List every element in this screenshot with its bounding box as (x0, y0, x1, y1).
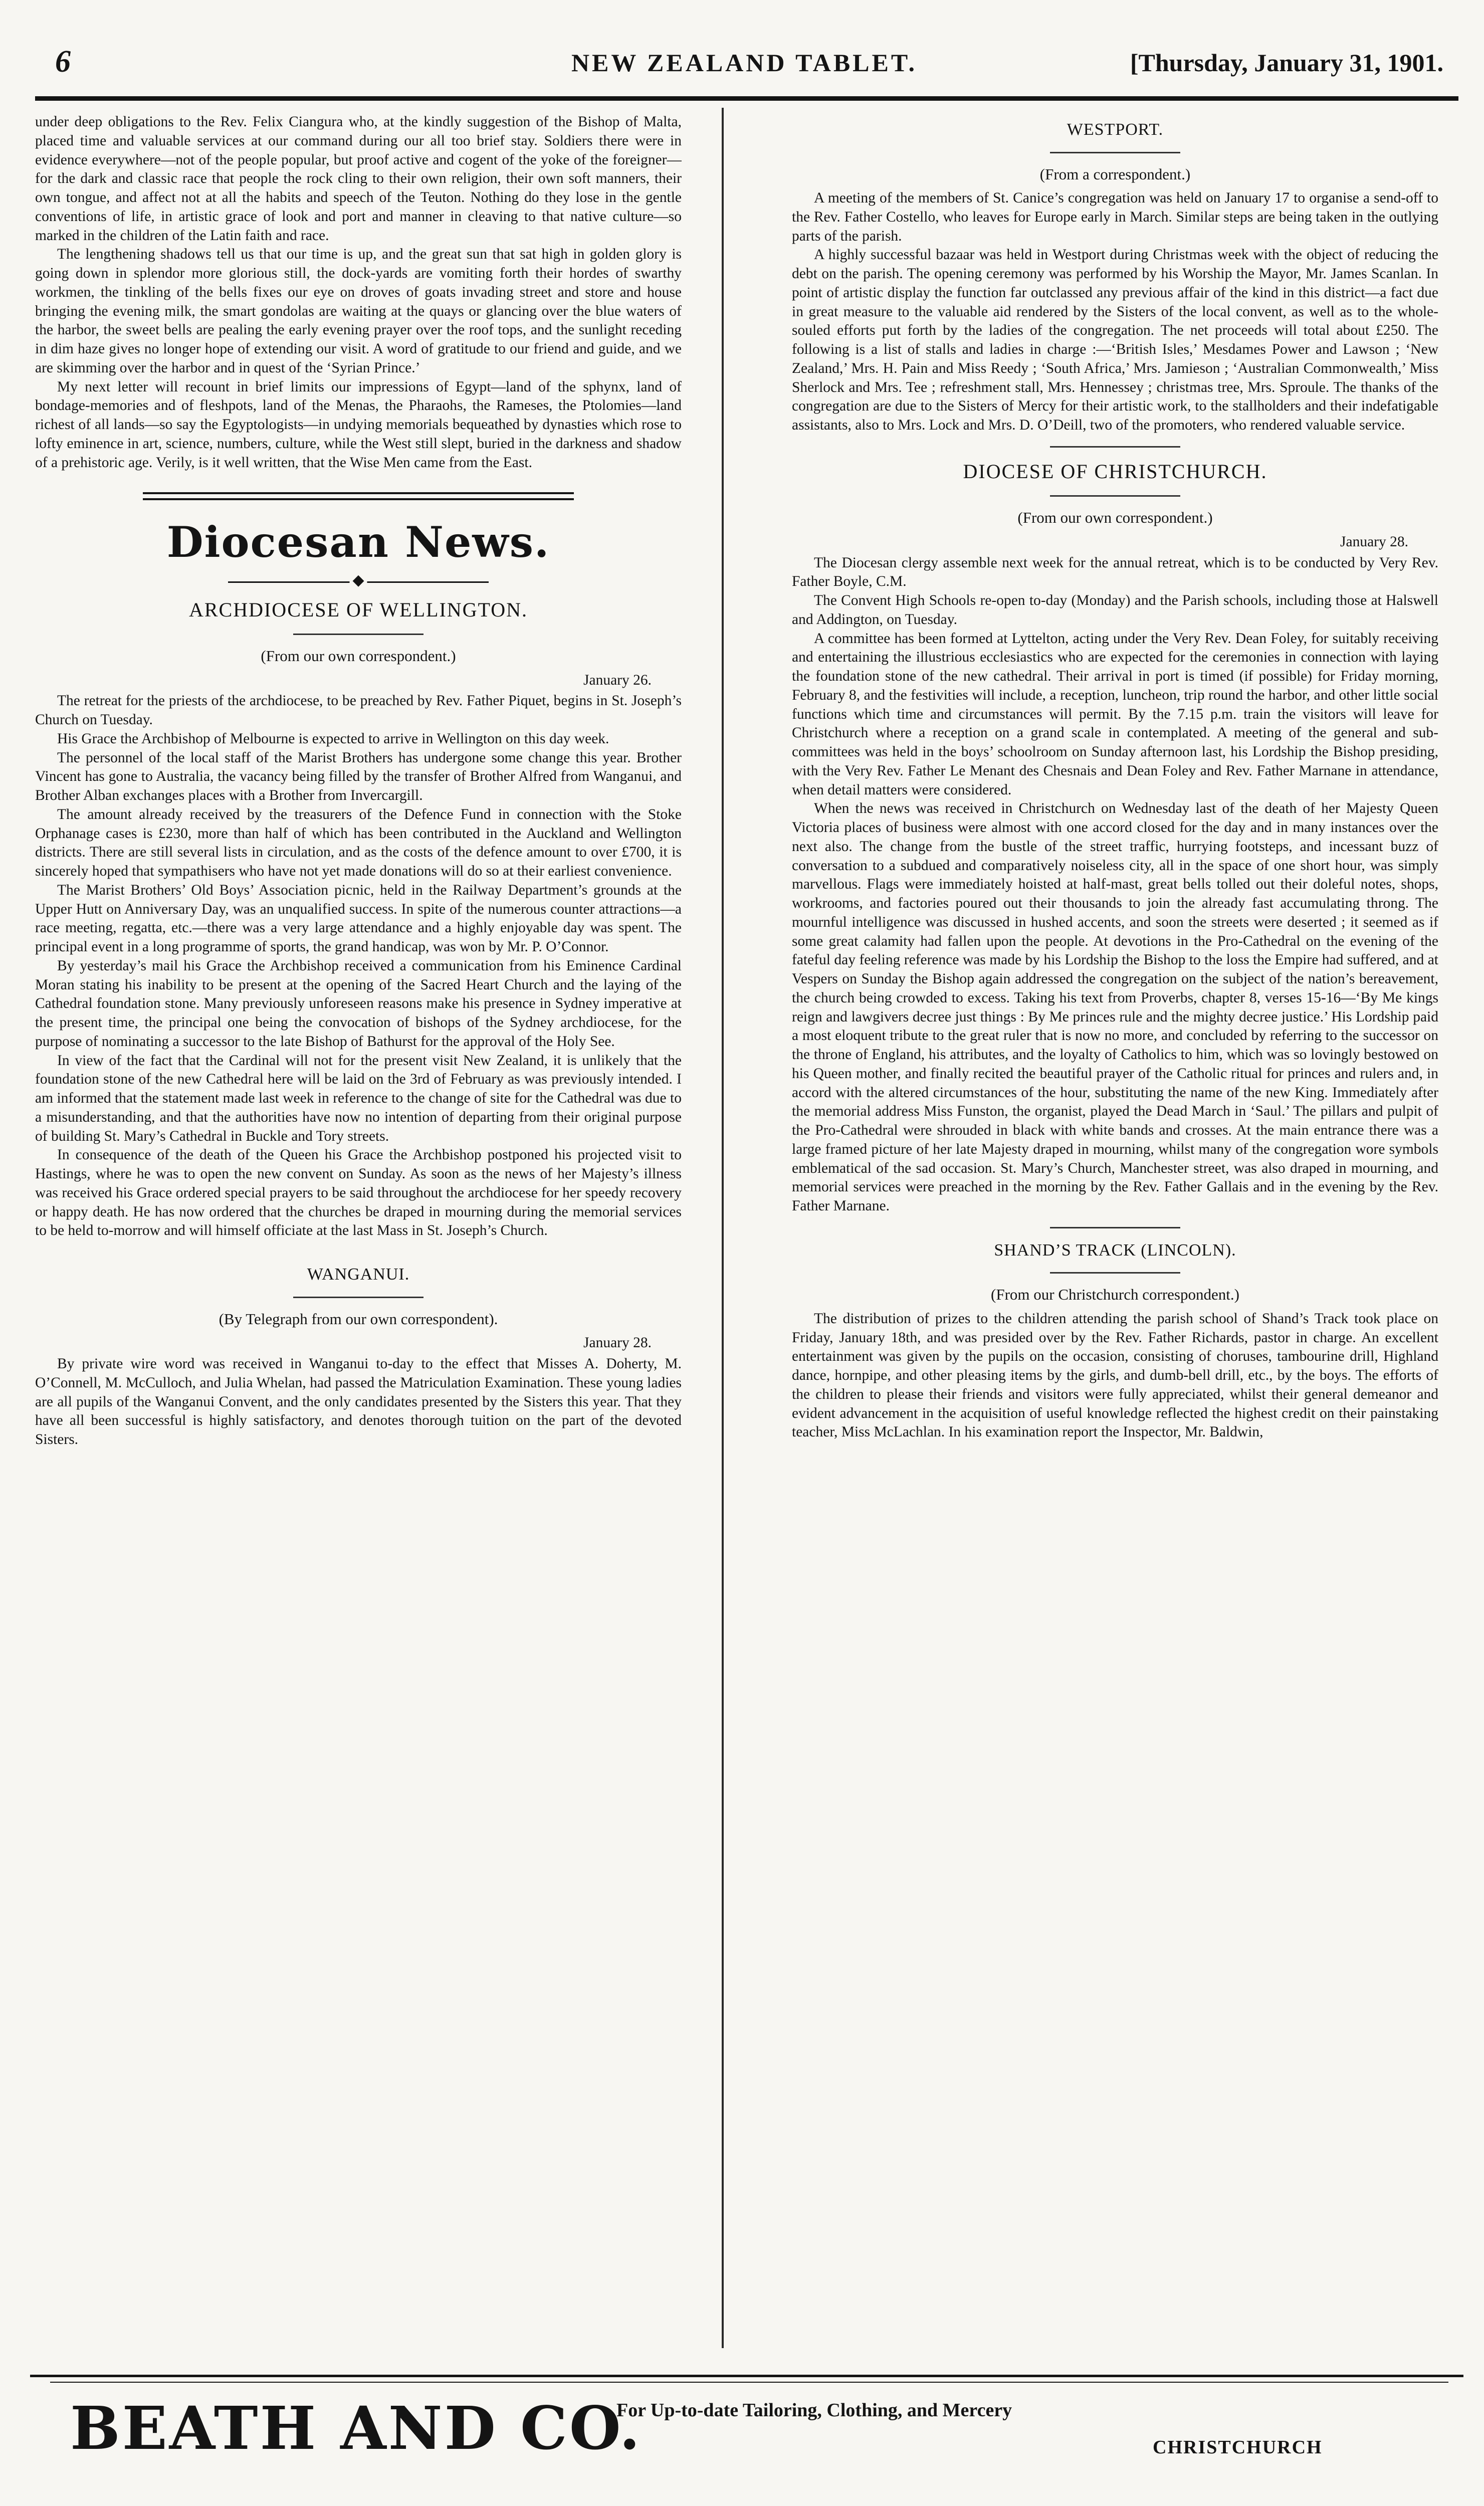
short-rule (1050, 1272, 1180, 1274)
article-paragraph: The Convent High Schools re-open to-day (Monday) and the Parish schools, including those at Halswell and Addington, on Tuesday. (792, 592, 1438, 628)
article-paragraph: The personnel of the local staff of the Marist Brothers has undergone some change this year. Brother Vincent has gone to Australia, the vacancy being filled by the transfer of Brother Alfred from Wanganui, and Brother Alban exchanges places with a Brother from Invercargill. (35, 749, 682, 804)
article-paragraph: His Grace the Archbishop of Melbourne is expected to arrive in Wellington on this day week. (57, 730, 609, 747)
advert-city: CHRISTCHURCH (1153, 2437, 1323, 2458)
article-paragraph: In consequence of the death of the Queen his Grace the Archbishop postponed his projected visit to Hastings, where he was to open the new convent on Sunday. As soon as the news of her Majesty’s illness was received his Grace ordered special prayers to be said throughout the archdiocese for her speedy recovery or happy death. He has now ordered that the churches be draped in mourning during the memorial services to be held to-morrow and will himself officiate at the last Mass in St. Joseph’s Church. (35, 1147, 682, 1239)
heading-shands-track: SHAND’S TRACK (LINCOLN). (994, 1240, 1236, 1260)
article-paragraph: The amount already received by the treasurers of the Defence Fund in connection with the Stoke Orphanage cases is £230, more than half of which has been contributed in the Auckland and Wellington districts. There are still several lists in circulation, and as the costs of the defence amount to over £700, it is sincerely hoped that sympathisers who have not yet made donations will do so at their earliest convenience. (35, 806, 682, 880)
footer-rule (50, 2382, 1448, 2383)
short-rule (293, 1297, 423, 1298)
correspondent-line: (From our own correspondent.) (1017, 509, 1213, 527)
dateline: January 28. (583, 1335, 652, 1351)
article-paragraph: My next letter will recount in brief limits our impressions of Egypt—land of the sphynx, land of bondage-memories and of fleshpots, land of the Menas, the Pharaohs, the Rameses, the Ptolomies—land richest of all lands—so say the Egyptologists—in undying memorials bequeathed by dynasties which rose to lofty eminence in art, science, numbers, culture, while the West still slept, buried in the darkness and shadow of a prehistoric age. Verily, is it well written, that the Wise Men came from the East. (35, 378, 682, 471)
short-rule (1050, 495, 1180, 497)
heading-westport: WESTPORT. (1067, 120, 1164, 139)
diamond-icon: ◆ (349, 573, 367, 588)
article-paragraph: The retreat for the priests of the archdiocese, to be preached by Rev. Father Piquet, begins in St. Joseph’s Church on Tuesday. (35, 693, 682, 728)
advert-brand: BEATH AND CO. (70, 2393, 642, 2463)
article-paragraph: The lengthening shadows tell us that our time is up, and the great sun that sat high in golden glory is going down in splendor more glorious still, the dock-yards are vomiting forth their hordes of swarthy workmen, the tinkling of the bells fixes our eye on droves of goats invading street and store and house bringing the evening milk, the smart gondolas are waiting at the quays or glancing over the blue waters of the harbor, the sweet bells are pealing the early evening prayer over the roof tops, and the sunlight receding in dim haze gives no longer hope of extending our visit. A word of gratitude to our friend and guide, and we are skimming over the harbor and in quest of the ‘Syrian Prince.’ (35, 246, 682, 376)
issue-date: [Thursday, January 31, 1901. (1130, 49, 1443, 77)
heading-wanganui: WANGANUI. (307, 1265, 410, 1284)
article-paragraph: By yesterday’s mail his Grace the Archbishop received a communication from his Eminence Cardinal Moran stating his inability to be present at the opening of the Sacred Heart Church and the laying of the Cathedral foundation stone. Many previously unforeseen reasons make his presence in Sydney imperative at the present time, the principal one being the convocation of bishops of the Sydney archdiocese, for the purpose of nominating a successor to the late Bishop of Bathurst for the approval of the Holy See. (35, 957, 682, 1050)
short-rule (1050, 1227, 1180, 1228)
correspondent-line: (From our Christchurch correspondent.) (991, 1286, 1239, 1304)
advert-tagline: For Up-to-date Tailoring, Clothing, and Mercery (616, 2400, 1012, 2421)
newspaper-title: NEW ZEALAND TABLET. (571, 49, 918, 77)
heading-christchurch: DIOCESE OF CHRISTCHURCH. (963, 460, 1267, 483)
heading-wellington: ARCHDIOCESE OF WELLINGTON. (188, 598, 528, 621)
column-divider (722, 108, 724, 2348)
dateline: January 26. (583, 672, 652, 688)
page-number: 6 (55, 45, 71, 79)
correspondent-line: (From a correspondent.) (1039, 165, 1191, 183)
footer-rule (30, 2375, 1463, 2377)
masthead (35, 44, 1453, 84)
right-column (792, 113, 1438, 2348)
dateline: January 28. (1340, 533, 1408, 550)
section-title: Diocesan News. (166, 517, 550, 567)
short-rule (1050, 446, 1180, 448)
masthead-rule (35, 96, 1458, 101)
article-paragraph: A committee has been formed at Lyttelton, acting under the Very Rev. Dean Foley, for suitably receiving and entertaining the illustrious ecclesiastics who are expected for the ceremonies in connection with laying the foundation stone of the new cathedral. Their arrival in port is timed (if possible) for Friday morning, February 8, and the festivities will include, a reception, luncheon, trip round the harbor, and other little social functions which time and circumstances will permit. By the 7.15 p.m. train the visitors will leave for Christchurch where a reception on a grand scale in contemplated. A meeting of the general and sub-committees was held in the boys’ schoolroom on Sunday afternoon last, his Lordship the Bishop presiding, with the Very Rev. Father Le Menant des Chesnais and Dean Foley and Rev. Father Marnane in attendance, when detail matters were considered. (792, 630, 1438, 798)
correspondent-line: (By Telegraph from our own correspondent). (219, 1310, 498, 1328)
article-paragraph: By private wire word was received in Wanganui to-day to the effect that Misses A. Doherty, M. O’Connell, M. McCulloch, and Julia Whelan, had passed the Matriculation Examination. These young ladies are all pupils of the Wanganui Convent, and the only candidates presented by the Sisters this year. That they have all been successful is highly satisfactory, and denotes thorough tuition on the part of the devoted Sisters. (35, 1356, 682, 1448)
article-paragraph: The Diocesan clergy assemble next week for the annual retreat, which is to be conducted by Very Rev. Father Boyle, C.M. (792, 554, 1438, 590)
short-rule (293, 634, 423, 635)
correspondent-line: (From our own correspondent.) (261, 647, 456, 665)
left-column (35, 113, 682, 2348)
article-paragraph: When the news was received in Christchurch on Wednesday last of the death of her Majesty Queen Victoria places of business were almost with one accord closed for the day and in many instances over the next also. The change from the bustle of the street traffic, hurrying footsteps, and incessant buzz of conversation to a subdued and comparatively noiseless city, all in the space of one short hour, was simply marvellous. Flags were immediately hoisted at half-mast, great bells tolled out their doleful notes, shops, workrooms, and factories poured out their thousands to join the already fast accumulating throng. The mournful intelligence was discussed in hushed accents, and soon the streets were deserted ; it seemed as if some great calamity had fallen upon the people. At devotions in the Pro-Cathedral on the evening of the fateful day feeling reference was made by his Lordship the Bishop to the loss the Empire had suffered, and at Vespers on Sunday the Bishop again addressed the congregation on the subject of the nation’s bereavement, the church being crowded to excess. Taking his text from Proverbs, chapter 8, verses 15-16—‘By Me kings reign and lawgivers decree just things : By Me princes rule and the mighty decree justice.’ His Lordship paid a most eloquent tribute to the great ruler that is now no more, and concluded by referring to the successor on the throne of England, his attributes, and the loyalty of Catholics to him, which was so lovingly bestowed on his Queen mother, and finally recited the beautiful prayer of the Catholic ritual for princes and rulers and, in accord with the altered circumstances of the hour, substituting the name of the new King. Immediately after the memorial address Miss Funston, the organist, played the Dead March in ‘Saul.’ The pillars and pulpit of the Pro-Cathedral were shrouded in black with white bands and crosses. At the main entrance there was a large framed picture of her late Majesty draped in mourning, whilst many of the congregation wore symbols emblematical of the sad occasion. St. Mary’s Church, Manchester street, was also draped in mourning, and memorial services were preached in the morning by the Rev. Father Gallais and in the evening by the Rev. Father Marnane. (792, 800, 1438, 1214)
article-paragraph: under deep obligations to the Rev. Felix Ciangura who, at the kindly suggestion of the Bishop of Malta, placed time and valuable services at our command during our all too brief stay. Soldiers there were in evidence everywhere—not of the people popular, but proof active and cogent of the yoke of the foreigner—for the dark and classic race that people the rock cling to their own religion, their own soft manners, their own tongue, and affect not at all the habits and speech of the Teuton. Nothing do they lose in the gentle conventions of life, in artistic grace of look and port and manner in cleaving to that native culture—so marked in the children of the Latin faith and race. (35, 114, 682, 244)
footer-advert (30, 2388, 1463, 2488)
ornament-rule (228, 571, 489, 588)
article-paragraph: The Marist Brothers’ Old Boys’ Association picnic, held in the Railway Department’s grounds at the Upper Hutt on Anniversary Day, was an unqualified success. In spite of the numerous counter attractions—a race meeting, regatta, etc.—there was a very large attendance and a highly enjoyable day was spent. The principal event in a long programme of sports, the grand handicap, was won by Mr. P. O’Connor. (35, 882, 682, 955)
article-paragraph: The distribution of prizes to the children attending the parish school of Shand’s Track took place on Friday, January 18th, and was presided over by the Rev. Father Richards, pastor in charge. An excellent entertainment was given by the pupils on the occasion, consisting of choruses, tambourine drill, Highland dance, hornpipe, and other pleasing items by the girls, and dumb-bell drill, etc., by the boys. The efforts of the children to please their friends and visitors were fully appreciated, whilst their general demeanor and evident advancement in the acquisition of useful knowledge reflected the highest credit on their painstaking teacher, Miss McLachlan. In his examination report the Inspector, Mr. Baldwin, (792, 1310, 1438, 1440)
article-paragraph: A highly successful bazaar was held in Westport during Christmas week with the object of reducing the debt on the parish. The opening ceremony was performed by his Worship the Mayor, Mr. James Scanlan. In point of artistic display the function far outclassed any previous affair of the kind in this district—a fact due in great measure to the valuable aid rendered by the Sisters of the local convent, as well as to the whole-souled efforts put forth by the ladies of the congregation. The net proceeds will total about £250. The following is a list of stalls and ladies in charge :—‘British Isles,’ Mesdames Power and Lawson ; ‘New Zealand,’ Mrs. H. Pain and Miss Reedy ; ‘South Africa,’ Mrs. Jamieson ; ‘Australian Commonwealth,’ Miss Sherlock and Mrs. Tee ; refreshment stall, Mrs. Hennessey ; christmas tree, Mrs. Sproule. The thanks of the congregation are due to the Sisters of Mercy for their artistic work, to the stallholders and their indefatigable assistants, also to Mrs. Lock and Mrs. D. O’Deill, two of the promoters, who rendered valuable service. (792, 247, 1438, 434)
article-paragraph: A meeting of the members of St. Canice’s congregation was held on January 17 to organise a send-off to the Rev. Father Costello, who leaves for Europe early in March. Similar steps are being taken in the outlying parts of the parish. (792, 190, 1438, 244)
section-double-rule (143, 492, 574, 500)
short-rule (1050, 152, 1180, 153)
article-paragraph: In view of the fact that the Cardinal will not for the present visit New Zealand, it is unlikely that the foundation stone of the new Cathedral here will be laid on the 3rd of February as was previously intended. I am informed that the statement made last week in reference to the change of site for the Cathedral was due to a misunderstanding, and that the authorities have now no intention of departing from their original purpose of building St. Mary’s Cathedral in Buckle and Tory streets. (35, 1052, 682, 1144)
